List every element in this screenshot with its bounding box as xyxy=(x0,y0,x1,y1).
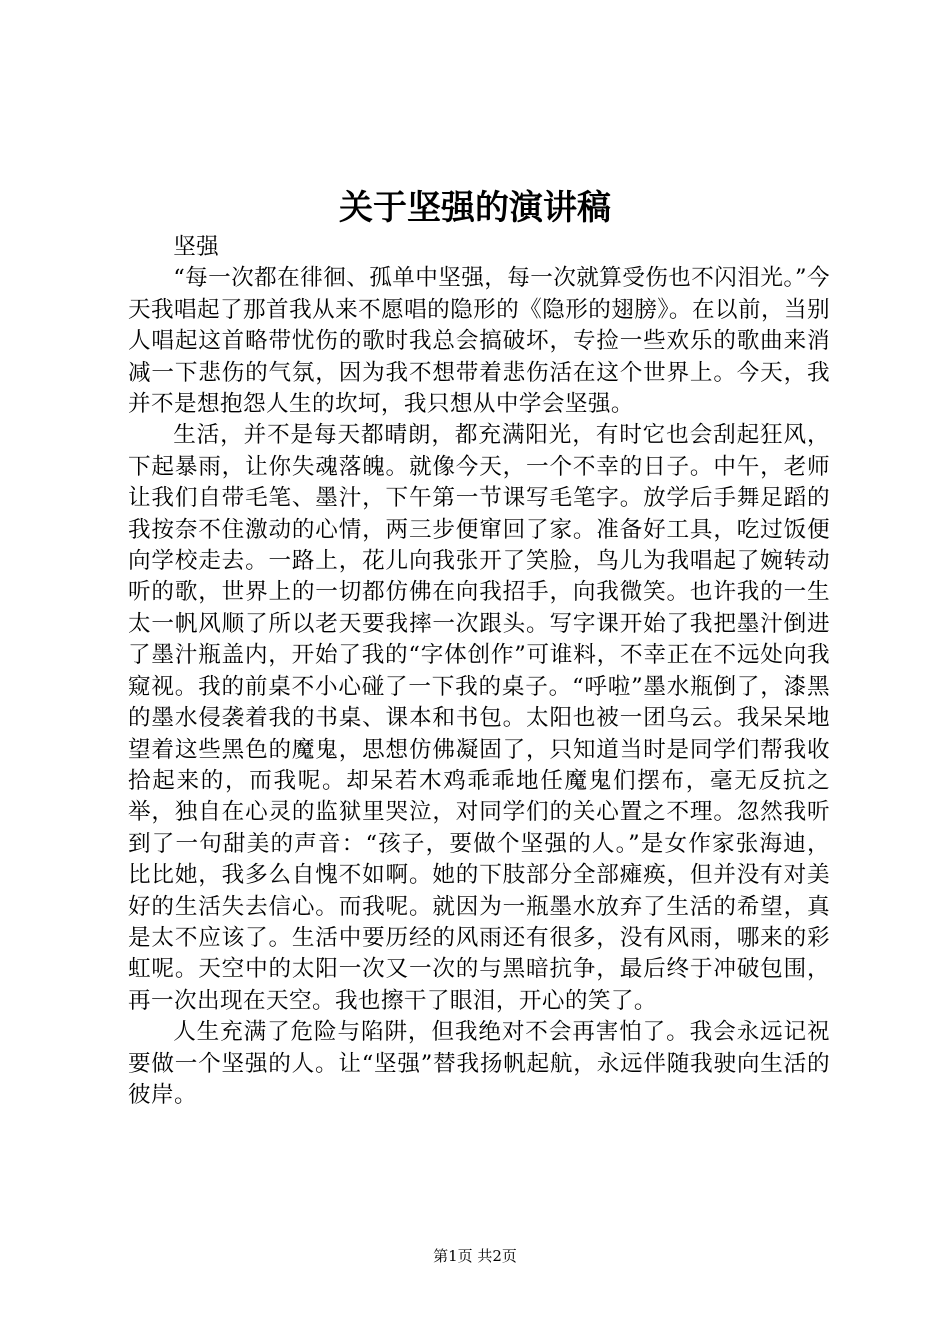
document-title: 关于坚强的演讲稿 xyxy=(339,188,611,228)
paragraph: “每一次都在徘徊、孤单中坚强，每一次就算受伤也不闪泪光。”今天我唱起了那首我从来不愿唱的隐形的《隐形的翅膀》。在以前，当别人唱起这首略带忧伤的歌时我总会搞破坏，专捡一些欢乐的歌曲来消减一下悲伤的气氛，因为我不想带着悲伤活在这个世界上。今天，我并不是想抱怨人生的坎坷，我只想从中学会坚强。 xyxy=(128,265,830,418)
page-footer: 第1页 共2页 xyxy=(433,1247,517,1265)
paragraph: 人生充满了危险与陷阱，但我绝对不会再害怕了。我会永远记祝要做一个坚强的人。让“坚强”替我扬帆起航，永远伴随我驶向生活的彼岸。 xyxy=(128,1019,830,1108)
document-body xyxy=(128,232,830,1111)
paragraph-heading: 坚强 xyxy=(173,234,220,260)
paragraph: 生活，并不是每天都晴朗，都充满阳光，有时它也会刮起狂风，下起暴雨，让你失魂落魄。就像今天，一个不幸的日子。中午，老师让我们自带毛笔、墨汁，下午第一节课写毛笔字。放学后手舞足蹈的我按奈不住激动的心情，两三步便窜回了家。准备好工具，吃过饭便向学校走去。一路上，花儿向我张开了笑脸，鸟儿为我唱起了婉转动听的歌，世界上的一切都仿佛在向我招手，向我微笑。也许我的一生太一帆风顺了所以老天要我摔一次跟头。写字课开始了我把墨汁倒进了墨汁瓶盖内，开始了我的“字体创作”可谁料，不幸正在不远处向我窥视。我的前桌不小心碰了一下我的桌子。“呼啦”墨水瓶倒了，漆黑的墨水侵袭着我的书桌、课本和书包。太阳也被一团乌云。我呆呆地望着这些黑色的魔鬼，思想仿佛凝固了，只知道当时是同学们帮我收拾起来的，而我呢。却呆若木鸡乖乖地任魔鬼们摆布，毫无反抗之举，独自在心灵的监狱里哭泣，对同学们的关心置之不理。忽然我听到了一句甜美的声音：“孩子，要做个坚强的人。”是女作家张海迪，比比她，我多么自愧不如啊。她的下肢部分全部瘫痪，但并没有对美好的生活失去信心。而我呢。就因为一瓶墨水放弃了生活的希望，真是太不应该了。生活中要历经的风雨还有很多，没有风雨，哪来的彩虹呢。天空中的太阳一次又一次的与黑暗抗争，最后终于冲破包围，再一次出现在天空。我也擦干了眼泪，开心的笑了。 xyxy=(128,422,830,1014)
